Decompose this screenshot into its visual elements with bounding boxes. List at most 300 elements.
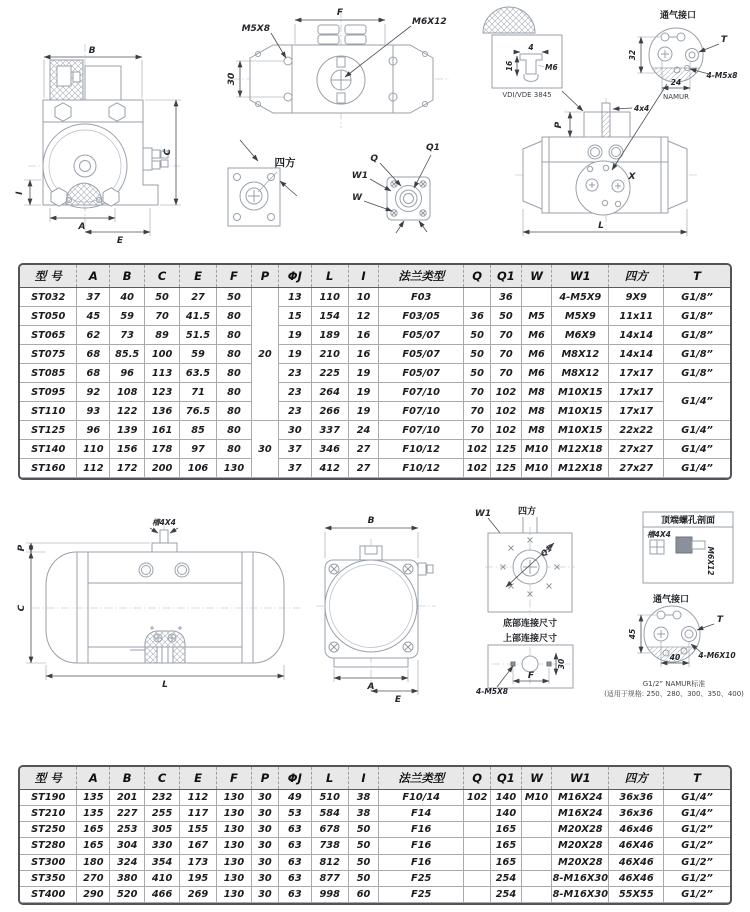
model-cell: ST250	[20, 822, 77, 838]
table-cell: 227	[110, 806, 145, 822]
table-cell: G1/8”	[664, 364, 730, 383]
label-q: Q	[370, 154, 378, 164]
table-row	[20, 364, 730, 383]
table-cell: 812	[311, 854, 348, 870]
table-cell: 63	[278, 886, 311, 902]
table-cell: M10X15	[552, 402, 609, 421]
table-cell: 8-M16X30	[552, 886, 609, 902]
table-cell: M5X9	[552, 307, 609, 326]
table-cell: 266	[311, 402, 348, 421]
label-w: W	[352, 193, 362, 203]
top-connection-drawing	[476, 632, 573, 696]
table-cell: M20X28	[552, 838, 609, 854]
table-cell: 140	[491, 806, 522, 822]
table-cell: 167	[180, 838, 217, 854]
table-cell: 330	[145, 838, 180, 854]
table-cell: 877	[311, 870, 348, 886]
table-cell: G1/2”	[664, 838, 730, 854]
table-cell	[521, 806, 552, 822]
model-cell: ST085	[20, 364, 77, 383]
table-cell: 19	[278, 326, 311, 345]
table-cell: 40	[110, 288, 145, 307]
table-cell: 225	[311, 364, 348, 383]
table-cell: M10	[521, 459, 552, 478]
column-header: W	[521, 265, 552, 288]
table-cell: F05/07	[379, 345, 464, 364]
label-slot4x4-2: 槽4X4	[647, 530, 671, 539]
table-cell: 49	[278, 790, 311, 806]
table-cell: M10X15	[552, 383, 609, 402]
table-cell: M8	[521, 402, 552, 421]
table-cell: 139	[110, 421, 145, 440]
table-row	[20, 854, 730, 870]
table-cell: 70	[464, 383, 491, 402]
dim-label-30: 30	[227, 72, 237, 86]
table-cell: 264	[311, 383, 348, 402]
table-cell: 36x36	[609, 806, 664, 822]
dim-label-a2: A	[367, 682, 375, 692]
table-cell: 30	[251, 822, 278, 838]
table-cell: 73	[110, 326, 145, 345]
table-cell: 46X46	[609, 870, 664, 886]
dim-label-16: 16	[505, 60, 514, 72]
table-cell	[464, 838, 491, 854]
table-cell: 154	[311, 307, 348, 326]
label-slot4x4: 槽4X4	[152, 518, 176, 527]
table-cell: 738	[311, 838, 348, 854]
column-header: ΦJ	[278, 767, 311, 790]
bottom-flange-drawing	[352, 143, 440, 233]
table-cell: 108	[110, 383, 145, 402]
table-cell: 380	[110, 870, 145, 886]
table-cell: 102	[464, 440, 491, 459]
dim-label-p2: P	[17, 544, 27, 552]
table-cell: 37	[278, 459, 311, 478]
table-cell: F16	[379, 822, 464, 838]
table-cell: 269	[180, 886, 217, 902]
table-cell	[464, 886, 491, 902]
dim-label-30-2: 30	[557, 658, 566, 670]
table-cell: F25	[379, 886, 464, 902]
table-cell: G1/4”	[664, 421, 730, 440]
table-row	[20, 307, 730, 326]
table-cell: 155	[180, 822, 217, 838]
air-port-caption-1: G1/2” NAMUR标准	[642, 680, 706, 688]
dim-label-l2: L	[162, 680, 168, 690]
bottom-connection-caption: 底部连接尺寸	[502, 619, 558, 629]
table-cell: 15	[278, 307, 311, 326]
table-cell: 161	[145, 421, 180, 440]
table-cell: G1/4”	[664, 440, 730, 459]
header-row	[20, 767, 730, 790]
table-cell: 19	[348, 383, 379, 402]
column-header: ΦJ	[278, 265, 311, 288]
table-cell: 60	[348, 886, 379, 902]
table-cell: 27x27	[609, 440, 664, 459]
table-cell: G1/8”	[664, 345, 730, 364]
table-row	[20, 870, 730, 886]
table-cell: 17x17	[609, 402, 664, 421]
table-cell: G1/2”	[664, 822, 730, 838]
table-cell: 130	[217, 459, 252, 478]
table-cell: 412	[311, 459, 348, 478]
table-cell: 23	[278, 364, 311, 383]
table-cell: 63	[278, 870, 311, 886]
table-cell: 200	[145, 459, 180, 478]
label-4-m5x8: 4-M5x8	[706, 71, 738, 80]
dim-label-e2: E	[394, 695, 402, 705]
table-cell: 189	[311, 326, 348, 345]
table-row	[20, 383, 730, 402]
table-cell: 50	[348, 838, 379, 854]
model-cell: ST125	[20, 421, 77, 440]
table-cell: F10/12	[379, 459, 464, 478]
column-header: Q1	[491, 265, 522, 288]
table-cell: M6	[521, 326, 552, 345]
table-cell: 51.5	[180, 326, 217, 345]
dim-label-e: E	[116, 236, 124, 246]
column-header: 型 号	[20, 767, 77, 790]
table-cell: 50	[464, 345, 491, 364]
label-m6x12: M6X12	[412, 17, 447, 27]
column-header: 型 号	[20, 265, 77, 288]
table-cell: M16X24	[552, 790, 609, 806]
table-cell: 70	[491, 326, 522, 345]
table-cell: 50	[348, 822, 379, 838]
column-header: T	[664, 767, 730, 790]
table-cell: 63	[278, 838, 311, 854]
column-header: F	[217, 265, 252, 288]
table-cell: 71	[180, 383, 217, 402]
column-header: C	[145, 265, 180, 288]
table-cell: 354	[145, 854, 180, 870]
table-cell: 102	[464, 790, 491, 806]
table-cell: 130	[217, 790, 252, 806]
table-cell: 466	[145, 886, 180, 902]
table-cell: 80	[217, 440, 252, 459]
dim-label-4: 4	[528, 43, 534, 52]
table-row	[20, 402, 730, 421]
table-cell: 17x17	[609, 383, 664, 402]
table-cell: F07/10	[379, 421, 464, 440]
table-cell: 125	[491, 440, 522, 459]
table-cell: 130	[217, 886, 252, 902]
table-cell: 55X55	[609, 886, 664, 902]
table-cell: M16X24	[552, 806, 609, 822]
table-cell: M8	[521, 383, 552, 402]
table-row	[20, 806, 730, 822]
top-technical-drawings	[0, 0, 750, 262]
label-t: T	[720, 35, 728, 45]
label-4-m5x8-2: 4-M5X8	[475, 687, 509, 696]
dimension-table-large-models	[18, 765, 732, 905]
table-cell: 584	[311, 806, 348, 822]
table-cell: 270	[77, 870, 110, 886]
table-cell: 59	[110, 307, 145, 326]
table-cell: 30	[278, 421, 311, 440]
actuator-end-view-drawing	[15, 44, 181, 246]
table-cell: 165	[491, 854, 522, 870]
table-cell: 30	[251, 886, 278, 902]
table-cell: G1/4”	[664, 806, 730, 822]
column-header: I	[348, 767, 379, 790]
air-port-detail-large-drawing	[604, 593, 744, 698]
air-port-detail-drawing	[628, 9, 738, 101]
table-cell: 92	[77, 383, 110, 402]
table-cell: G1/4”	[664, 383, 730, 421]
table-cell: M5	[521, 307, 552, 326]
table-cell: 125	[491, 459, 522, 478]
table-cell: 14x14	[609, 326, 664, 345]
dim-label-p: P	[554, 121, 564, 129]
vdi-vde-caption: VDI/VDE 3845	[502, 91, 552, 99]
table-cell: M6X9	[552, 326, 609, 345]
table-cell: 16	[348, 326, 379, 345]
table-cell: 11x11	[609, 307, 664, 326]
label-q1: Q1	[426, 143, 440, 153]
table-cell: 36	[464, 307, 491, 326]
table-cell: 410	[145, 870, 180, 886]
label-m6: M6	[545, 63, 558, 72]
table-cell: 102	[491, 421, 522, 440]
table-cell: G1/4”	[664, 790, 730, 806]
table-cell: 68	[77, 345, 110, 364]
table-cell: 27	[348, 459, 379, 478]
table-row	[20, 345, 730, 364]
table-cell: 46x46	[609, 822, 664, 838]
table-cell: 13	[278, 288, 311, 307]
table-cell: 135	[77, 790, 110, 806]
table-cell	[464, 822, 491, 838]
column-header: P	[251, 767, 278, 790]
table-row	[20, 326, 730, 345]
dim-label-l: L	[598, 221, 604, 231]
table-cell: 210	[311, 345, 348, 364]
table-cell: 290	[77, 886, 110, 902]
actuator-end-view-large-drawing	[316, 516, 436, 705]
table-cell: 130	[217, 854, 252, 870]
table-cell: 50	[464, 326, 491, 345]
table-cell	[521, 854, 552, 870]
table-cell: 97	[180, 440, 217, 459]
table-cell: 85	[180, 421, 217, 440]
table-cell: 80	[217, 421, 252, 440]
table-cell: 304	[110, 838, 145, 854]
table-cell: 63	[278, 854, 311, 870]
table-cell: 89	[145, 326, 180, 345]
table-cell: 130	[217, 822, 252, 838]
table-cell: 24	[348, 421, 379, 440]
table-cell: 30	[251, 790, 278, 806]
table-cell: 96	[77, 421, 110, 440]
table-cell: 14x14	[609, 345, 664, 364]
label-x: X	[628, 172, 636, 182]
table-cell: 36	[491, 288, 522, 307]
table-cell: 16	[348, 345, 379, 364]
table-cell: M12X18	[552, 459, 609, 478]
table-cell: 112	[77, 459, 110, 478]
label-m6x12-2: M6X12	[706, 546, 715, 576]
model-cell: ST190	[20, 790, 77, 806]
table-cell: 112	[180, 790, 217, 806]
table-cell: 19	[278, 345, 311, 364]
table-cell	[521, 288, 552, 307]
actuator-top-view-drawing	[227, 8, 450, 128]
table-cell: 80	[217, 402, 252, 421]
table-cell: M8X12	[552, 345, 609, 364]
table-cell: 12	[348, 307, 379, 326]
table-row	[20, 822, 730, 838]
table-cell: G1/8”	[664, 326, 730, 345]
table-cell: 122	[110, 402, 145, 421]
table-cell	[464, 870, 491, 886]
column-header: A	[77, 265, 110, 288]
table-cell: F10/12	[379, 440, 464, 459]
model-cell: ST075	[20, 345, 77, 364]
table-cell: G1/2”	[664, 870, 730, 886]
table-cell: 165	[77, 822, 110, 838]
model-cell: ST160	[20, 459, 77, 478]
table-cell: 59	[180, 345, 217, 364]
table-cell: 130	[217, 838, 252, 854]
table-cell: 110	[311, 288, 348, 307]
table-cell: 46X46	[609, 854, 664, 870]
table-cell: F07/10	[379, 383, 464, 402]
column-header: T	[664, 265, 730, 288]
table-cell: M10X15	[552, 421, 609, 440]
table-cell: 85.5	[110, 345, 145, 364]
column-header: 四方	[609, 767, 664, 790]
table-cell: 201	[110, 790, 145, 806]
air-port-title: 通气接口	[659, 11, 697, 21]
actuator-side-view-large-drawing	[17, 518, 300, 690]
table-cell: F16	[379, 854, 464, 870]
top-screw-hole-section-drawing	[643, 512, 733, 583]
table-cell: 22x22	[609, 421, 664, 440]
table-cell: M10	[521, 440, 552, 459]
table-cell: 102	[464, 459, 491, 478]
table-cell: M20X28	[552, 854, 609, 870]
table-cell: 4-M5X9	[552, 288, 609, 307]
table-cell: 80	[217, 326, 252, 345]
table-row	[20, 790, 730, 806]
dim-label-c: C	[163, 148, 173, 156]
table-cell: 135	[77, 806, 110, 822]
middle-technical-drawings	[0, 495, 750, 745]
table-cell	[521, 870, 552, 886]
dim-label-a: A	[78, 222, 86, 232]
spec-table-1	[20, 265, 730, 478]
table-cell: 156	[110, 440, 145, 459]
table-cell: 30	[251, 854, 278, 870]
table-cell: 20	[251, 288, 278, 421]
dim-label-q1-2: Q1	[539, 543, 554, 559]
column-header: P	[251, 265, 278, 288]
table-cell: 178	[145, 440, 180, 459]
table-cell: 102	[491, 383, 522, 402]
label-square-drive-2: 四方	[517, 507, 537, 517]
column-header: E	[180, 265, 217, 288]
table-cell: 100	[145, 345, 180, 364]
header-row	[20, 265, 730, 288]
table-cell: 998	[311, 886, 348, 902]
table-cell: 23	[278, 402, 311, 421]
table-cell	[464, 854, 491, 870]
table-cell: 36x36	[609, 790, 664, 806]
model-cell: ST050	[20, 307, 77, 326]
table-cell: 30	[251, 806, 278, 822]
column-header: Q	[464, 767, 491, 790]
table-cell: 106	[180, 459, 217, 478]
dim-label-b: B	[88, 46, 96, 56]
table-row	[20, 838, 730, 854]
model-cell: ST400	[20, 886, 77, 902]
table-cell: 19	[348, 402, 379, 421]
table-cell: M8X12	[552, 364, 609, 383]
table-cell: 63	[278, 822, 311, 838]
table-cell: 30	[251, 870, 278, 886]
table-cell: 165	[491, 822, 522, 838]
table-cell: 27	[348, 440, 379, 459]
table-cell: 130	[217, 870, 252, 886]
table-cell: M6	[521, 364, 552, 383]
table-cell: F03	[379, 288, 464, 307]
table-cell: 80	[217, 345, 252, 364]
table-cell: 50	[464, 364, 491, 383]
table-cell: 180	[77, 854, 110, 870]
table-cell: 8-M16X30	[552, 870, 609, 886]
table-cell	[464, 806, 491, 822]
table-cell: 80	[217, 383, 252, 402]
table-cell: 23	[278, 383, 311, 402]
label-w1-2: W1	[474, 509, 492, 519]
table-cell: 123	[145, 383, 180, 402]
table-cell: F05/07	[379, 326, 464, 345]
table-cell: G1/4”	[664, 459, 730, 478]
column-header: W1	[552, 767, 609, 790]
table-cell: 62	[77, 326, 110, 345]
model-cell: ST210	[20, 806, 77, 822]
table-cell: 9X9	[609, 288, 664, 307]
table-cell: 27	[180, 288, 217, 307]
column-header: I	[348, 265, 379, 288]
table-cell: 53	[278, 806, 311, 822]
table-cell: 41.5	[180, 307, 217, 326]
vdi-vde-detail-drawing	[483, 7, 583, 111]
table-cell: 38	[348, 806, 379, 822]
table-cell: 136	[145, 402, 180, 421]
table-row	[20, 440, 730, 459]
table-cell: 46X46	[609, 838, 664, 854]
table-row	[20, 421, 730, 440]
table-cell: 346	[311, 440, 348, 459]
table-cell: M20X28	[552, 822, 609, 838]
table-cell: 102	[491, 402, 522, 421]
actuator-front-view-drawing	[515, 84, 698, 236]
table-cell: F25	[379, 870, 464, 886]
table-cell: 232	[145, 790, 180, 806]
table-cell: 50	[217, 288, 252, 307]
table-cell: F16	[379, 838, 464, 854]
label-square-drive: 四方	[274, 157, 296, 169]
table-cell: 305	[145, 822, 180, 838]
table-cell: 10	[348, 288, 379, 307]
table-cell: 68	[77, 364, 110, 383]
column-header: Q1	[491, 767, 522, 790]
table-cell: 130	[217, 806, 252, 822]
model-cell: ST095	[20, 383, 77, 402]
model-cell: ST350	[20, 870, 77, 886]
